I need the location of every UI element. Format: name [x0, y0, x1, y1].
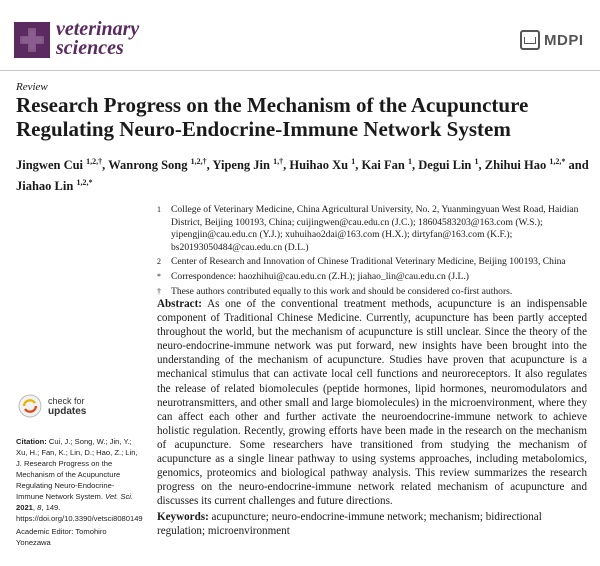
author-separator: ,	[206, 158, 213, 173]
affiliation-text: College of Veterinary Medicine, China Agricultural University, No. 2, Yuanmingyuan West Road, Haidian District, Beijing 100193, China; cuijingwen@cau.edu.cn (J.C.); 18604583203@163.com (W.S.); yipengjin@cau.edu.cn (Y.J.); xuhuihao2dai@163.com (H.X.); dirtyfan@163.com (K.F.); bs20193050484@cau.edu.cn (D.L.)	[171, 204, 579, 253]
author-name[interactable]: Wanrong Song	[108, 158, 188, 173]
mdpi-badge-icon	[520, 30, 540, 50]
check-updates-icon	[18, 394, 42, 418]
citation-block: Citation: Cui, J.; Song, W.; Jin, Y.; Xu, H.; Fan, K.; Lin, D.; Hao, Z.; Lin, J. Research Progress on the Mechanism of the Acupuncture Regulating Neuro-Endocrine-Immune Network System. Vet. Sci. 2021, 8, 149. https://doi.org/10.3390/vetsci8080149	[16, 437, 143, 523]
affiliation-item	[157, 256, 587, 269]
abstract-label: Abstract:	[157, 298, 202, 310]
keywords	[157, 510, 587, 538]
author-separator: ,	[102, 158, 109, 173]
author-separator: ,	[478, 158, 485, 173]
author-separator: ,	[412, 158, 419, 173]
affiliation-text: These authors contributed equally to this work and should be considered co-first authors.	[171, 285, 513, 297]
article-title: Research Progress on the Mechanism of the Acupuncture Regulating Neuro-Endocrine-Immune Network System	[16, 93, 529, 141]
journal-name-line1: veterinary	[56, 18, 140, 40]
check-for-updates-badge[interactable]	[18, 394, 86, 418]
citation-doi-link[interactable]: https://doi.org/10.3390/vetsci8080149	[16, 514, 143, 523]
keywords-text: acupuncture; neuro-endocrine-immune network; mechanism; bidirectional regulation; microenvironment	[157, 511, 542, 538]
author-affiliation-marks: 1,2,†	[86, 157, 103, 166]
journal-name	[56, 20, 139, 58]
author-separator: ,	[283, 158, 290, 173]
keywords-label: Keywords:	[157, 511, 209, 523]
author-name[interactable]: and Jiahao Lin	[16, 158, 589, 194]
abstract	[157, 297, 587, 508]
affiliation-item	[157, 204, 587, 254]
author-affiliation-marks: 1	[351, 157, 356, 166]
author-name[interactable]: Yipeng Jin	[212, 158, 270, 173]
publisher-logo	[520, 30, 584, 50]
author-name[interactable]: Degui Lin	[418, 158, 472, 173]
academic-editor	[16, 526, 141, 548]
affiliation-mark: 1	[157, 205, 161, 214]
author-affiliation-marks: 1	[474, 157, 479, 166]
author-separator: ,	[355, 158, 362, 173]
abstract-text: As one of the conventional treatment methods, acupuncture is an indispensable component of Traditional Chinese Medicine. Currently, acupuncture has been partly accepted throughout the world, but the mechanism of acupuncture is still unclear. Since the theory of the neuro-endocrine-immune network was put forward, new insights have been brought into the understanding of the mechanism of acupuncture. Studies have proven that acupuncture is a mechanical stimulus that can activate local cell functions and neuroreceptors. It also regulates the release of related biomolecules (peptide hormones, lipid hormones, neuromodulators and neurotransmitters, and other small and large biomolecules) in the microenvironment, where they can affect each other and further activate the neuroendocrine-immune network to achieve holistic regulation. Recently, growing efforts have been made in the research on the mechanism of acupuncture. Some researchers have transitioned from studying the mechanism of acupuncture as a single linear pathway to using systems approaches, including metabolomics, genomics, proteomics and biological pathway analysis. This review summarizes the research progress on the neuro-endocrine-immune network related mechanism of acupuncture and discusses its current challenges and future directions.	[157, 298, 587, 508]
journal-logo-icon	[14, 22, 50, 58]
author-name[interactable]: Huihao Xu	[289, 158, 349, 173]
affiliation-text: Center of Research and Innovation of Chinese Traditional Veterinary Medicine, Beijing 100193, China	[171, 256, 566, 268]
check-updates-line1: check for	[48, 395, 85, 406]
article-type: Review	[16, 81, 48, 93]
affiliation-mark: †	[157, 286, 161, 296]
citation-journal: Vet. Sci.	[105, 492, 134, 501]
journal-name-line2: sciences	[56, 37, 124, 59]
citation-pages: , 149.	[41, 503, 61, 512]
affiliation-mark: 2	[157, 257, 161, 267]
author-name[interactable]: Zhihui Hao	[484, 158, 547, 173]
citation-year: 2021	[16, 503, 33, 512]
academic-editor-name: Tomohiro Yonezawa	[16, 527, 107, 547]
author-affiliation-marks: 1,2,†	[190, 157, 207, 166]
academic-editor-label: Academic Editor:	[16, 527, 74, 536]
author-name[interactable]: Kai Fan	[361, 158, 405, 173]
citation-text: Cui, J.; Song, W.; Jin, Y.; Xu, H.; Fan, K.; Lin, D.; Hao, Z.; Lin, J. Research Progress on the Mechanism of the Acupuncture Regulating Neuro-Endocrine-Immune Network System.	[16, 437, 138, 501]
citation-label: Citation:	[16, 437, 47, 446]
author-affiliation-marks: 1,2,*	[549, 157, 566, 166]
author-name[interactable]: Jingwen Cui	[16, 158, 84, 173]
check-updates-line2: updates	[48, 405, 87, 417]
affiliation-mark: *	[157, 271, 161, 281]
author-affiliation-marks: 1,†	[273, 157, 284, 166]
author-affiliation-marks: 1	[408, 157, 412, 166]
affiliations	[157, 204, 587, 298]
affiliation-text: Correspondence: haozhihui@cau.edu.cn (Z.H.); jiahao_lin@cau.edu.cn (J.L.)	[171, 270, 469, 282]
check-updates-text	[48, 396, 86, 417]
affiliation-item	[157, 271, 587, 284]
citation-volume: 8	[37, 503, 42, 512]
publisher-name: MDPI	[544, 31, 584, 49]
author-affiliation-marks: 1,2,*	[76, 178, 93, 188]
header-divider	[0, 70, 600, 71]
author-list	[16, 153, 591, 195]
